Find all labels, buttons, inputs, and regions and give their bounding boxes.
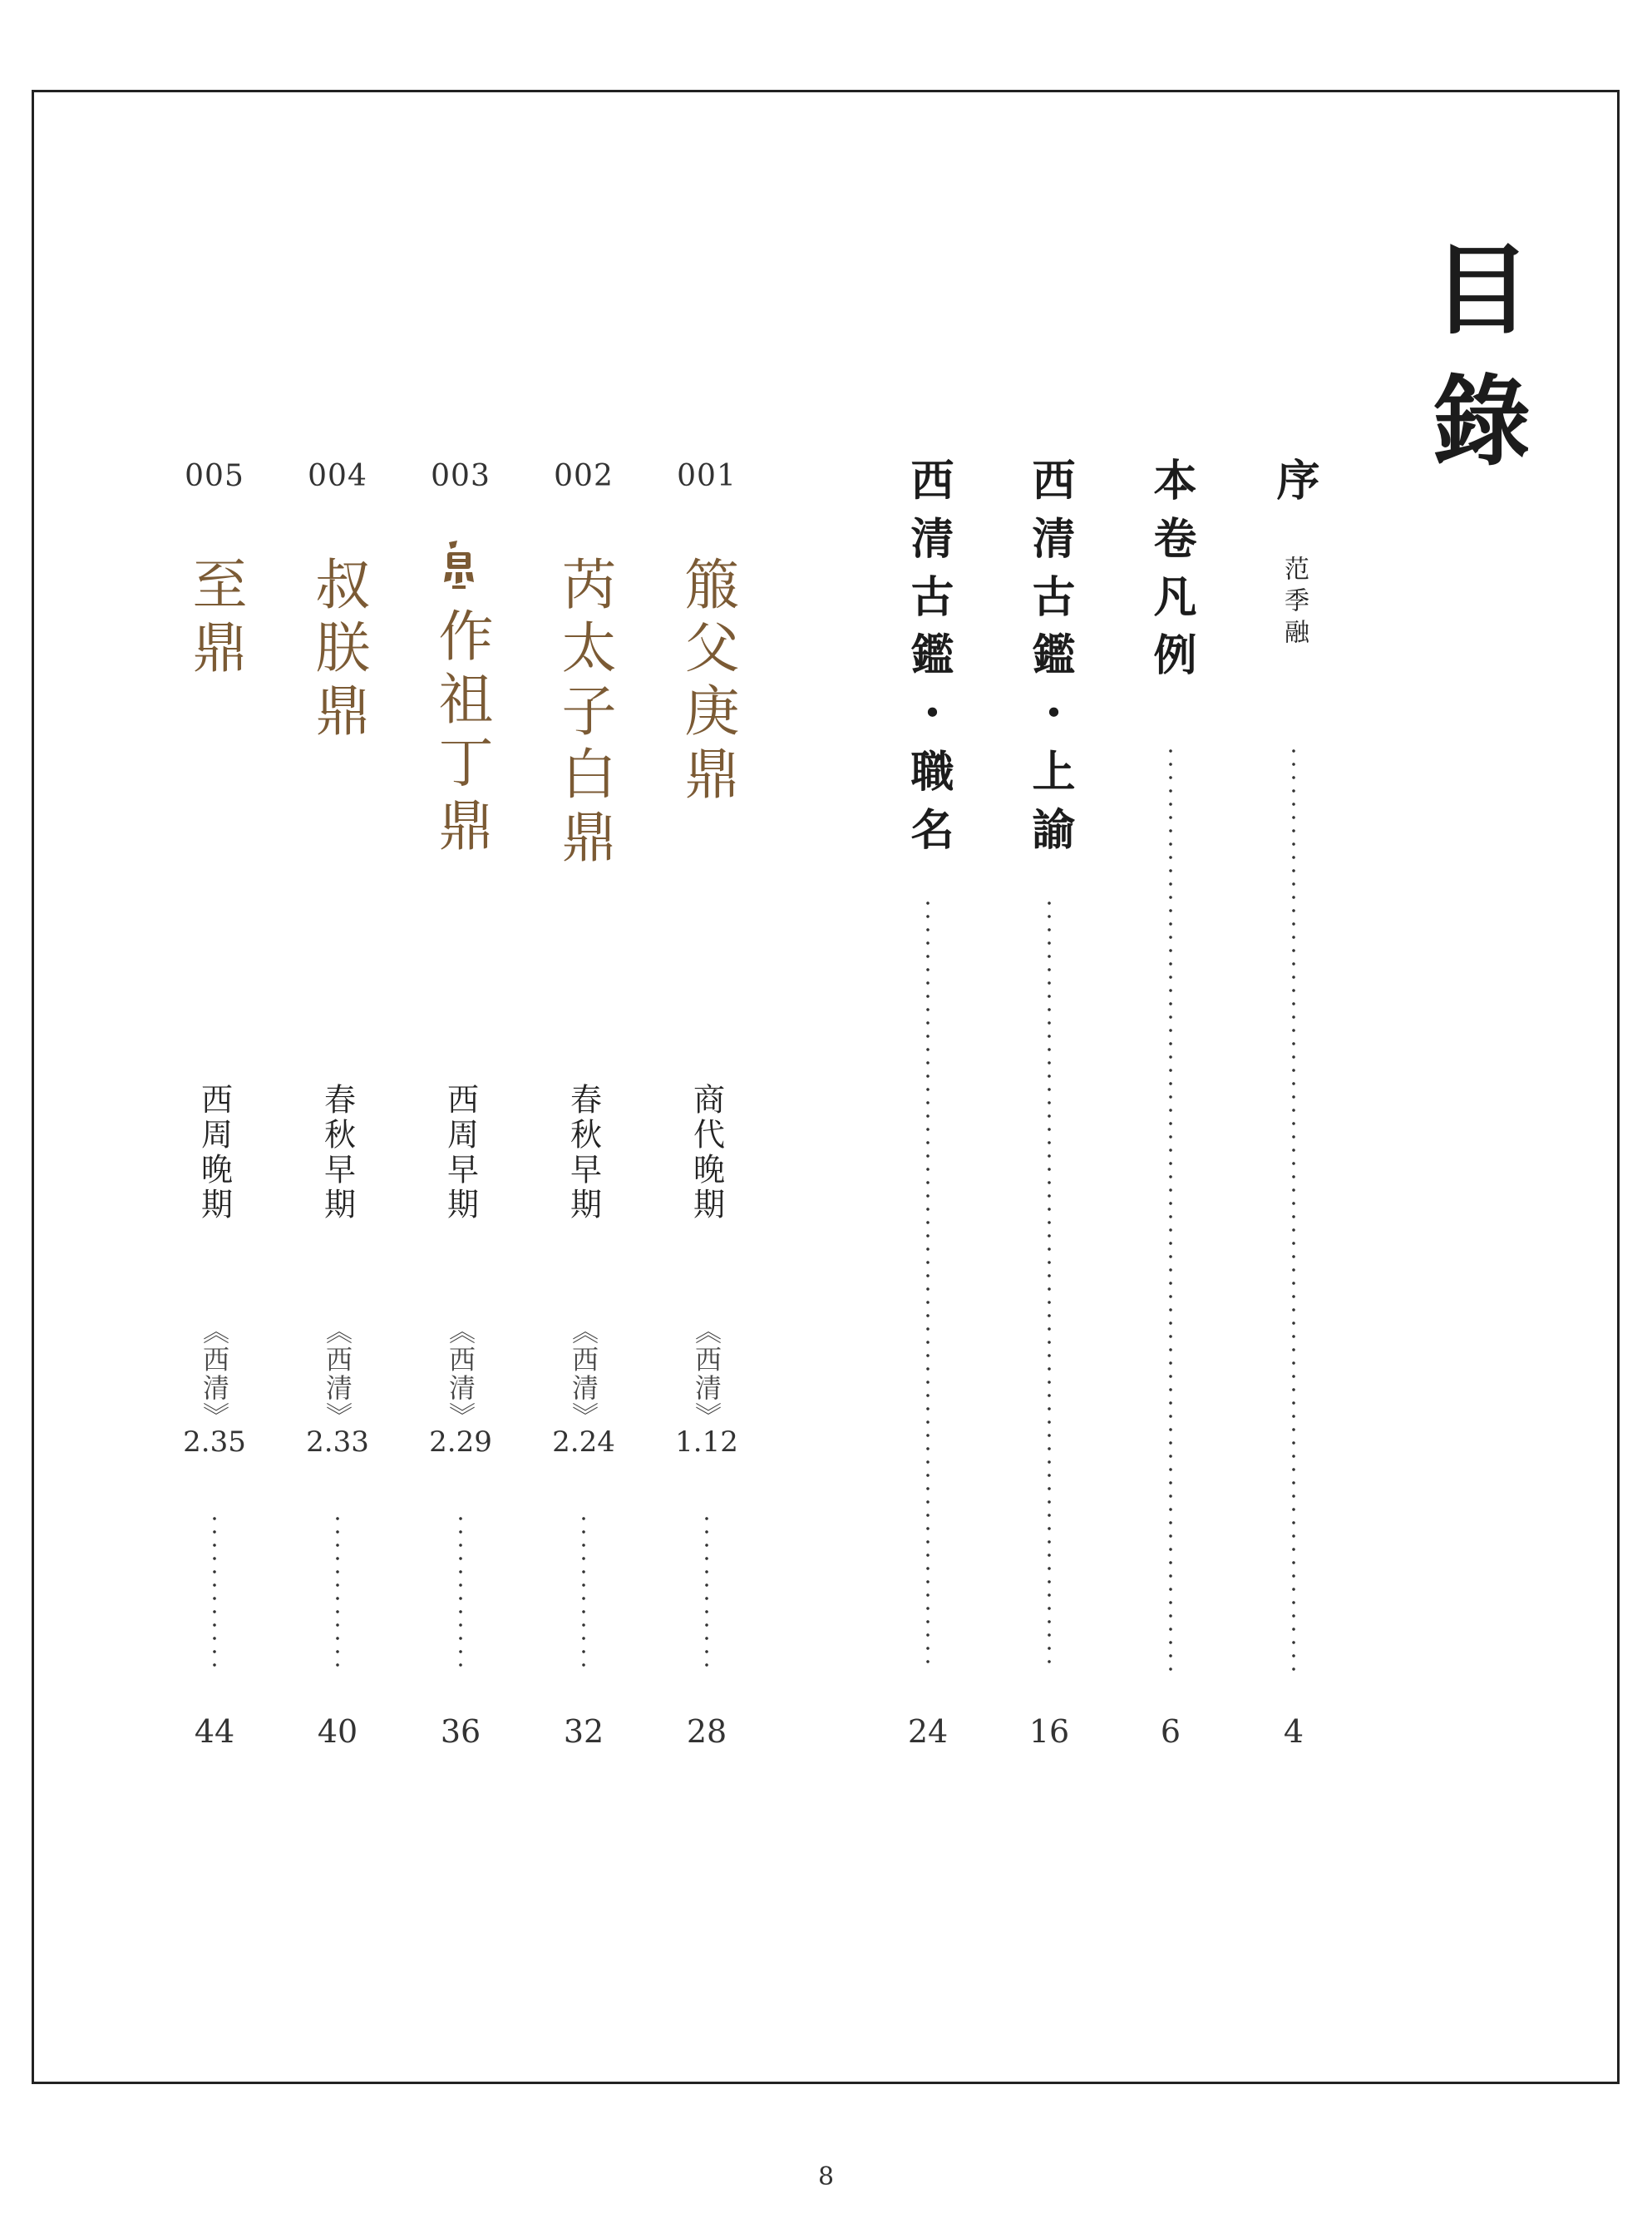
front-matter-title-conventions[interactable]: 本卷凡例 [1146,457,1196,690]
entry-period: 商代晚期 [688,1083,725,1223]
leader-dots [213,1512,216,1672]
front-matter-title-preface[interactable]: 序 [1269,457,1319,516]
entry-title[interactable]: 箙父庚鼎 [675,556,739,808]
entry-source: 《西清》 [445,1317,476,1430]
entry-number: 005 [185,459,244,493]
entry-source: 《西清》 [691,1317,722,1430]
leader-dots [582,1512,585,1672]
entry-page: 44 [194,1713,235,1750]
entry-page: 40 [317,1713,358,1750]
page-frame [32,90,1620,2084]
leader-dots [459,1512,462,1672]
entry-title[interactable]: 芮太子白鼎 [552,556,616,872]
entry-ref: 2.33 [306,1425,369,1459]
entry-period: 西周晚期 [195,1083,233,1223]
front-matter-title-edict[interactable]: 西清古鑑・上諭 [1024,457,1075,865]
entry-number: 004 [308,459,367,493]
entry-ref: 2.35 [183,1425,246,1459]
entry-title[interactable]: 至鼎 [183,556,247,682]
entry-page: 32 [563,1713,604,1750]
front-matter-title-officials[interactable]: 西清古鑑・職名 [903,457,954,865]
leader-dots [1292,744,1295,1672]
entry-ref: 2.29 [429,1425,492,1459]
entry-source: 《西清》 [568,1317,599,1430]
entry-page: 28 [686,1713,727,1750]
preface-author: 范季融 [1280,556,1309,650]
entry-title[interactable]: 作祖丁鼎 [429,607,493,860]
bronze-inscription-glyph-icon [441,539,477,592]
entry-ref: 2.24 [552,1425,615,1459]
page-number-officials: 24 [907,1713,949,1750]
entry-page: 36 [440,1713,481,1750]
page-number-conventions: 6 [1160,1713,1181,1750]
page-number-edict: 16 [1028,1713,1070,1750]
entry-number: 002 [554,459,614,493]
entry-source: 《西清》 [322,1317,353,1430]
page-title: 目 錄 [1432,232,1531,479]
folio-page-number: 8 [817,2162,835,2191]
entry-title[interactable]: 叔朕鼎 [306,556,370,745]
entry-period: 西周早期 [441,1083,479,1223]
leader-dots [1048,897,1051,1672]
entry-number: 003 [431,459,491,493]
leader-dots [1169,744,1172,1672]
entry-ref: 1.12 [675,1425,738,1459]
entry-period: 春秋早期 [565,1083,602,1223]
leader-dots [926,897,930,1672]
entry-period: 春秋早期 [318,1083,356,1223]
leader-dots [336,1512,339,1672]
entry-source: 《西清》 [199,1317,230,1430]
leader-dots [705,1512,708,1672]
page-number-preface: 4 [1283,1713,1304,1750]
entry-number: 001 [677,459,737,493]
